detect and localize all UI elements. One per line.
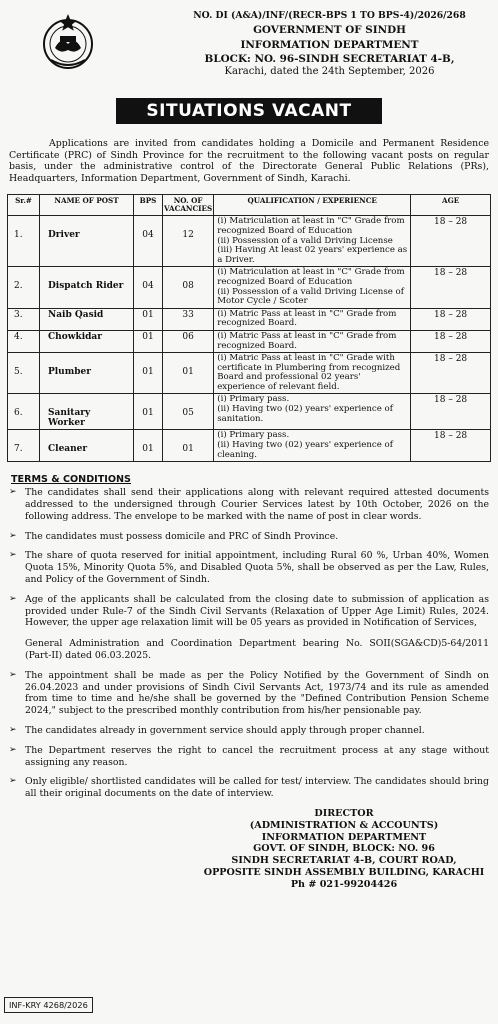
header-post: NAME OF POST	[40, 195, 134, 216]
table-row	[8, 430, 491, 462]
cell-post: Chowkidar	[40, 330, 134, 352]
terms-heading: TERMS & CONDITIONS	[11, 474, 131, 486]
term-item	[7, 670, 491, 717]
term-item	[7, 725, 491, 737]
signatory-phone: Ph # 021-99204426	[290, 878, 398, 890]
table-row	[8, 394, 491, 430]
cell-post: Naib Qasid	[40, 308, 134, 330]
table-row	[8, 353, 491, 394]
cell-age: 18 – 28	[411, 430, 491, 462]
cell-bps: 01	[134, 330, 163, 352]
term-item	[7, 776, 491, 800]
signatory-address-2: SINDH SECRETARIAT 4-B, COURT ROAD,	[231, 855, 457, 867]
table-header-row	[8, 195, 491, 216]
cell-sr: 3.	[8, 308, 40, 330]
cell-bps: 01	[134, 308, 163, 330]
table-row	[8, 308, 491, 330]
qualification-line: (iii) Having At least 02 years' experience as a Driver.	[217, 245, 408, 265]
cell-age: 18 – 28	[411, 216, 491, 267]
cell-vacancies: 01	[163, 353, 214, 394]
cell-sr: 2.	[8, 267, 40, 308]
intro-paragraph: Applications are invited from candidates holding a Domicile and Permanent Residence Certificate (PRC) of Sindh Province for the recruitment to the following vacant posts on regular basis, under the administrative control of the Directorate General Public Relations (PRs), Headquarters, Information Department, Government of Sindh, Karachi.	[9, 138, 489, 184]
arrow-bullet-icon: ➢	[9, 487, 17, 498]
table-row	[8, 330, 491, 352]
term-item	[7, 594, 491, 662]
cell-post: Driver	[40, 216, 134, 267]
signatory-address-3: OPPOSITE SINDH ASSEMBLY BUILDING, KARACHI	[203, 866, 485, 878]
header-bps: BPS	[134, 195, 163, 216]
government-name: GOVERNMENT OF SINDH	[253, 24, 406, 36]
signatory-title: DIRECTOR	[314, 807, 374, 819]
cell-qualification	[214, 216, 411, 267]
department-name: INFORMATION DEPARTMENT	[240, 39, 419, 51]
term-text: The candidates shall send their applications along with relevant required attested documents addressed to the undersigned through Courier Services latest by 10th October, 2026 on the following address. The envelope to be marked with the name of post in clear words.	[25, 487, 489, 522]
qualification-line: (ii) Having two (02) years' experience of sanitation.	[217, 404, 393, 424]
cell-qualification	[214, 430, 411, 462]
qualification-line: (ii) Having two (02) years' experience of cleaning.	[217, 440, 393, 460]
cell-age: 18 – 28	[411, 353, 491, 394]
header-text	[157, 6, 498, 77]
term-item	[7, 550, 491, 585]
situations-vacant-banner: SITUATIONS VACANT	[116, 98, 381, 124]
signature-block	[197, 808, 491, 891]
cell-age: 18 – 28	[411, 394, 491, 430]
signatory-department: INFORMATION DEPARTMENT	[261, 831, 427, 843]
cell-vacancies: 08	[163, 267, 214, 308]
header-vacancies: NO. OF VACANCIES	[163, 195, 214, 216]
cell-sr: 4.	[8, 330, 40, 352]
cell-bps: 04	[134, 216, 163, 267]
term-text: Only eligible/ shortlisted candidates will be called for test/ interview. The candidates should bring all their original documents on the date of interview.	[25, 776, 489, 800]
cell-post: Sanitary Worker	[40, 394, 134, 430]
qualification-line: (ii) Possession of a valid Driving License	[217, 235, 393, 246]
cell-bps: 01	[134, 430, 163, 462]
arrow-bullet-icon: ➢	[9, 550, 17, 561]
header-qualification: QUALIFICATION / EXPERIENCE	[214, 195, 411, 216]
cell-vacancies: 01	[163, 430, 214, 462]
cell-qualification	[214, 330, 411, 352]
block-address: BLOCK: NO. 96-SINDH SECRETARIAT 4-B,	[204, 53, 455, 65]
arrow-bullet-icon: ➢	[9, 530, 17, 541]
banner-container	[7, 98, 491, 124]
cell-qualification	[214, 308, 411, 330]
table-body	[8, 216, 491, 462]
signatory-address-1: GOVT. OF SINDH, BLOCK: NO. 96	[253, 843, 435, 855]
qualification-line: (i) Matric Pass at least in "C" Grade from recognized Board.	[217, 308, 397, 329]
terms-list	[7, 487, 491, 800]
cell-qualification	[214, 394, 411, 430]
cell-post: Cleaner	[40, 430, 134, 462]
table-row	[8, 267, 491, 308]
issue-date: Karachi, dated the 24th September, 2026	[224, 66, 435, 77]
cell-sr: 1.	[8, 216, 40, 267]
term-text: The Department reserves the right to cancel the recruitment process at any stage without assigning any reason.	[25, 744, 489, 768]
arrow-bullet-icon: ➢	[9, 669, 17, 680]
sindh-emblem-icon	[37, 10, 99, 72]
signatory-division: (ADMINISTRATION & ACCOUNTS)	[249, 819, 439, 831]
term-text: Age of the applicants shall be calculated from the closing date to submission of application as provided under Rule-7 of the Sindh Civil Servants (Relaxation of Upper Age Limit) Rules, 2024. However, the upper age relaxation limit will be 05 years as provided in Notification of Services,	[25, 593, 489, 629]
arrow-bullet-icon: ➢	[9, 744, 17, 755]
cell-vacancies: 33	[163, 308, 214, 330]
qualification-line: (i) Primary pass.	[217, 430, 290, 441]
cell-qualification	[214, 353, 411, 394]
cell-sr: 6.	[8, 394, 40, 430]
cell-age: 18 – 28	[411, 267, 491, 308]
arrow-bullet-icon: ➢	[9, 776, 17, 787]
term-text: The share of quota reserved for initial appointment, including Rural 60 %, Urban 40%, Women Quota 15%, Minority Quota 5%, and Disabled Quota 5%, shall be observed as per the Law, Rules, and Policy of the Government of Sindh.	[25, 550, 489, 586]
cell-age: 18 – 28	[411, 330, 491, 352]
term-continuation: General Administration and Coordination Department bearing No. SOII(SGA&CD)5-64/2011 (Part-II) dated 06.03.2025.	[25, 638, 489, 662]
term-text: The candidates already in government service should apply through proper channel.	[25, 725, 425, 736]
qualification-line: (i) Matriculation at least in "C" Grade from recognized Board of Education	[217, 267, 405, 287]
reference-number: NO. DI (A&A)/INF/(RECR-BPS 1 TO BPS-4)/2026/268	[193, 10, 466, 21]
arrow-bullet-icon: ➢	[9, 725, 17, 735]
cell-post: Plumber	[40, 353, 134, 394]
vacancies-table	[7, 194, 491, 462]
cell-sr: 7.	[8, 430, 40, 462]
cell-sr: 5.	[8, 353, 40, 394]
term-item	[7, 531, 491, 543]
footer-code: INF-KRY 4268/2026	[4, 997, 93, 1013]
cell-post: Dispatch Rider	[40, 267, 134, 308]
header-age: AGE	[411, 195, 491, 216]
arrow-bullet-icon: ➢	[9, 593, 17, 604]
term-text: The candidates must possess domicile and PRC of Sindh Province.	[25, 530, 339, 542]
cell-vacancies: 12	[163, 216, 214, 267]
qualification-line: (i) Matric Pass at least in "C" Grade from recognized Board.	[217, 330, 397, 351]
qualification-line: (ii) Possession of a valid Driving License of Motor Cycle / Scoter	[217, 286, 404, 307]
cell-bps: 01	[134, 394, 163, 430]
qualification-line: (i) Matric Pass at least in "C" Grade with certificate in Plumbering from recognized Board and professional 02 years' experience of relevant field.	[217, 353, 401, 392]
term-text: The appointment shall be made as per the Policy Notified by the Government of Sindh on 26.04.2023 and under provisions of Sindh Civil Servants Act, 1973/74 and its rule as amended from time to time and he/she shall be governed by the "Defined Contribution Pension Scheme 2024," subject to the prescribed monthly contribution from his/her pensionable pay.	[25, 669, 489, 717]
table-row	[8, 216, 491, 267]
cell-bps: 01	[134, 353, 163, 394]
term-item	[7, 487, 491, 522]
header-sr: Sr.#	[8, 195, 40, 216]
cell-bps: 04	[134, 267, 163, 308]
term-item	[7, 745, 491, 769]
header	[7, 6, 491, 86]
qualification-line: (i) Primary pass.	[217, 394, 290, 405]
qualification-line: (i) Matriculation at least in "C" Grade from recognized Board of Education	[217, 216, 405, 236]
cell-qualification	[214, 267, 411, 308]
cell-vacancies: 05	[163, 394, 214, 430]
cell-vacancies: 06	[163, 330, 214, 352]
cell-age: 18 – 28	[411, 308, 491, 330]
